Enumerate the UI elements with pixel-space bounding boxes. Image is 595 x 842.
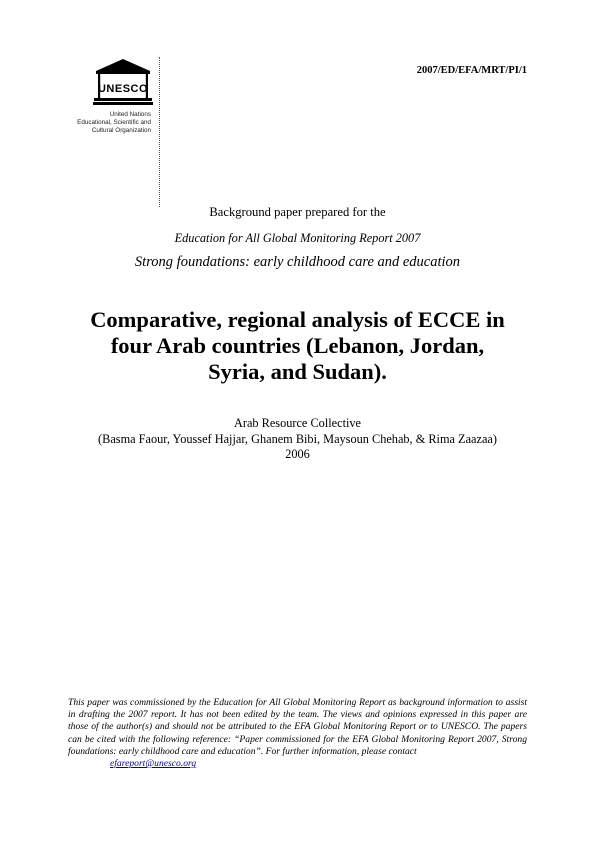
org-line-2: Educational, Scientific and xyxy=(77,119,151,127)
title-line-3: Syria, and Sudan). xyxy=(208,359,387,384)
unesco-org-name xyxy=(67,111,151,136)
title-line-2: four Arab countries (Lebanon, Jordan, xyxy=(110,333,485,358)
report-name: Education for All Global Monitoring Report 2007 xyxy=(174,231,421,245)
org-line-3: Cultural Organization xyxy=(91,127,151,135)
publication-year: 2006 xyxy=(285,447,310,461)
dotted-divider xyxy=(159,57,162,207)
report-theme: Strong foundations: early childhood care and education xyxy=(134,254,461,270)
unesco-logo xyxy=(67,57,162,207)
org-line-1: United Nations xyxy=(109,111,151,118)
disclaimer xyxy=(68,697,527,770)
author-list: (Basma Faour, Youssef Hajjar, Ghanem Bibi, Maysoun Chehab, & Rima Zaazaa) xyxy=(98,432,497,446)
title-line-1: Comparative, regional analysis of ECCE in xyxy=(90,307,505,332)
contact-email-link[interactable]: efareport@unesco.org xyxy=(110,758,197,770)
prepared-for-line: Background paper prepared for the xyxy=(209,205,386,219)
paper-title xyxy=(0,307,595,385)
unesco-temple-logo-icon xyxy=(93,57,153,109)
document-code: 2007/ED/EFA/MRT/PI/1 xyxy=(416,65,527,76)
unesco-wordmark: UNESCO xyxy=(97,83,149,95)
disclaimer-text: This paper was commissioned by the Education for All Global Monitoring Report as background information to assist in drafting the 2007 report. It has not been edited by the team. The views and opinions expressed in this paper are those of the author(s) and should not be attributed to the EFA Global Monitoring Report or to UNESCO. The papers can be cited with the following reference: “Paper commissioned for the EFA Global Monitoring Report 2007, Strong foundations: early childhood care and education”. For further information, please contact xyxy=(68,697,527,757)
organization-name: Arab Resource Collective xyxy=(233,416,362,430)
